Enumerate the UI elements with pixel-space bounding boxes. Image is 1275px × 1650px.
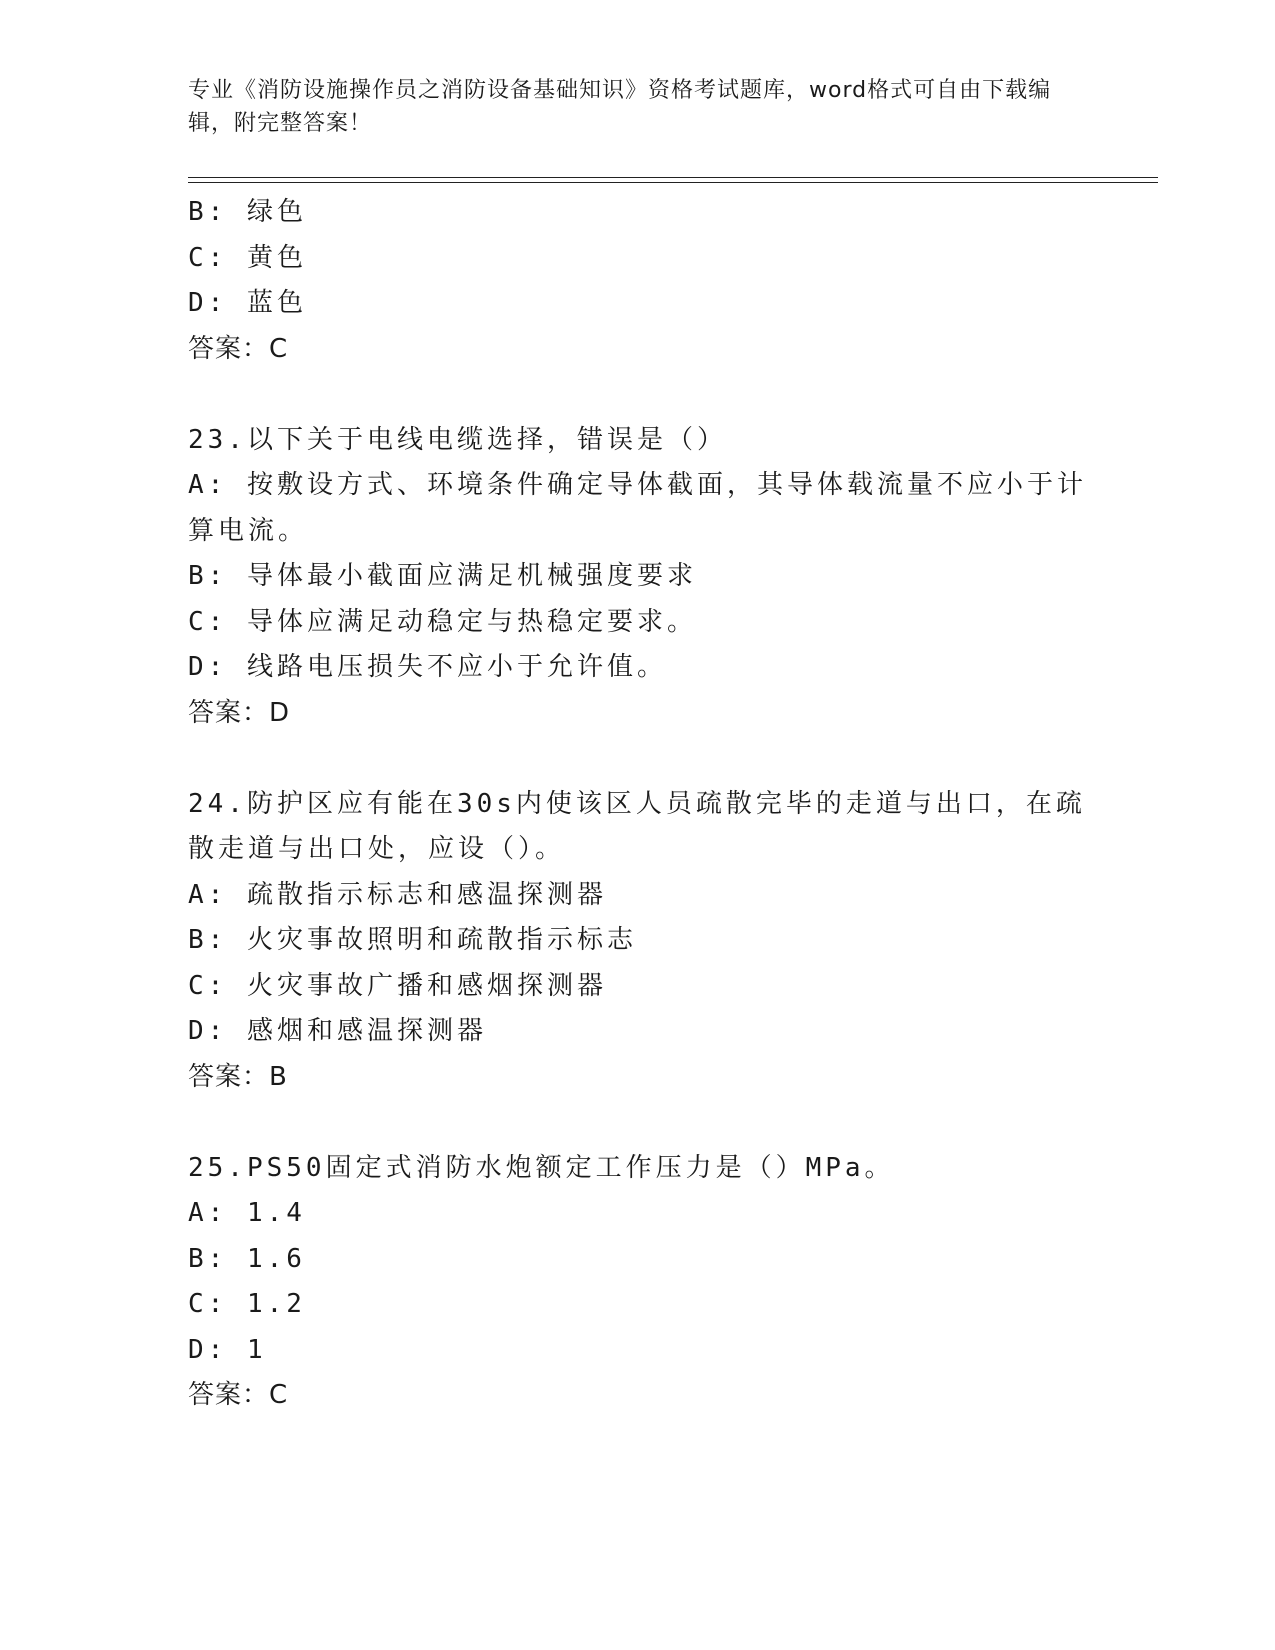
spacer bbox=[188, 736, 1088, 782]
option-d: D: 1 bbox=[188, 1334, 267, 1365]
header-rule-bottom bbox=[188, 182, 1158, 183]
option-c: C: 1.2 bbox=[188, 1289, 306, 1319]
question-stem: 24.防护区应有能在30s内使该区人员疏散完毕的走道与出口，在疏散走道与出口处，应设（）。 bbox=[188, 788, 1086, 864]
document-header bbox=[188, 74, 1088, 140]
header-title: 专业《消防设施操作员之消防设备基础知识》资格考试题库，word格式可自由下载编辑，附完整答案！ bbox=[188, 78, 1052, 136]
option-d: D: 线路电压损失不应小于允许值。 bbox=[188, 652, 667, 682]
option-b: B: 绿色 bbox=[188, 197, 307, 227]
option-a: A: 疏散指示标志和感温探测器 bbox=[188, 879, 607, 910]
option-a: A: 按敷设方式、环境条件确定导体截面，其导体载流量不应小于计算电流。 bbox=[188, 470, 1087, 546]
option-d: D: 蓝色 bbox=[188, 288, 307, 318]
option-c: C: 导体应满足动稳定与热稳定要求。 bbox=[188, 606, 697, 637]
option-b: B: 1.6 bbox=[188, 1243, 306, 1274]
answer-line: 答案：C bbox=[188, 333, 289, 364]
question-block-25 bbox=[188, 1146, 1088, 1419]
option-a: A: 1.4 bbox=[188, 1198, 306, 1228]
option-c: C: 火灾事故广播和感烟探测器 bbox=[188, 970, 607, 1001]
spacer bbox=[188, 372, 1088, 418]
header-rule-top bbox=[188, 177, 1158, 178]
answer-line: 答案：B bbox=[188, 1061, 288, 1092]
option-c: C: 黄色 bbox=[188, 242, 307, 273]
answer-line: 答案：C bbox=[188, 1380, 289, 1410]
option-b: B: 导体最小截面应满足机械强度要求 bbox=[188, 561, 697, 591]
question-block-22 bbox=[188, 190, 1088, 372]
question-list bbox=[188, 190, 1088, 1419]
question-stem: 23.以下关于电线电缆选择，错误是（） bbox=[188, 424, 727, 455]
spacer bbox=[188, 1100, 1088, 1146]
option-d: D: 感烟和感温探测器 bbox=[188, 1016, 487, 1046]
question-block-23 bbox=[188, 418, 1088, 737]
question-block-24 bbox=[188, 782, 1088, 1101]
option-b: B: 火灾事故照明和疏散指示标志 bbox=[188, 925, 637, 955]
question-stem: 25.PS50固定式消防水炮额定工作压力是（）MPa。 bbox=[188, 1152, 895, 1183]
answer-line: 答案：D bbox=[188, 697, 291, 728]
